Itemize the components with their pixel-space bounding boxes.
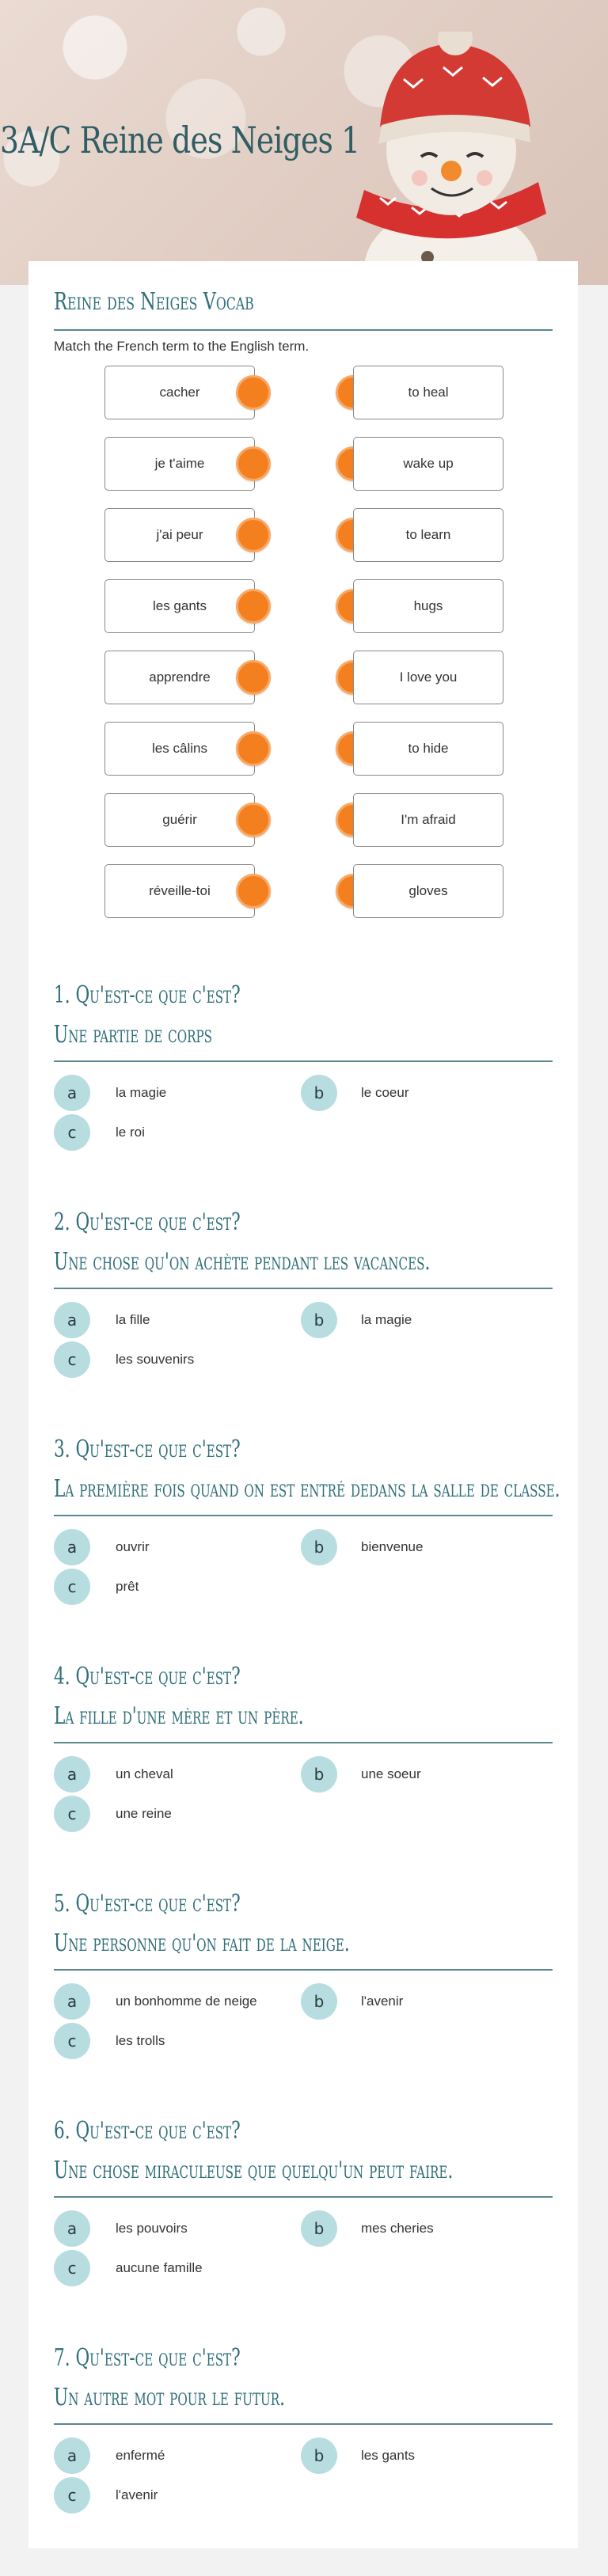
option-a-button[interactable]: a xyxy=(54,2438,90,2474)
match-left-item[interactable]: guérir xyxy=(104,793,255,847)
question-divider xyxy=(54,2423,553,2425)
question-divider xyxy=(54,2196,553,2198)
page-title: 3A/C Reine des Neiges 1 xyxy=(0,119,360,161)
option-a-button[interactable]: a xyxy=(54,1075,90,1111)
option-b-label[interactable]: les gants xyxy=(361,2448,416,2463)
option-c-label[interactable]: les souvenirs xyxy=(116,1352,195,1367)
match-left-item[interactable]: apprendre xyxy=(104,651,255,704)
question-heading: 1. Qu'est-ce que c'est? xyxy=(54,981,241,1009)
option-b-button[interactable]: b xyxy=(301,1075,337,1111)
option-a-button[interactable]: a xyxy=(54,1529,90,1565)
question-prompt: Une partie de corps xyxy=(54,1021,213,1049)
option-c-label[interactable]: les trolls xyxy=(116,2033,165,2048)
question-prompt: Une personne qu'on fait de la neige. xyxy=(54,1929,350,1957)
question-heading: 5. Qu'est-ce que c'est? xyxy=(54,1890,241,1918)
option-b-label[interactable]: bienvenue xyxy=(361,1539,424,1554)
question-heading: 2. Qu'est-ce que c'est? xyxy=(54,1208,241,1236)
question-divider xyxy=(54,1969,553,1971)
match-connector-dot[interactable] xyxy=(236,589,271,624)
match-left-item[interactable]: j'ai peur xyxy=(104,508,255,562)
vocab-instructions: Match the French term to the English term. xyxy=(54,339,310,354)
vocab-section-title: Reine des Neiges Vocab xyxy=(54,288,254,316)
option-a-button[interactable]: a xyxy=(54,2210,90,2247)
match-right-item[interactable]: to hide xyxy=(353,722,504,776)
option-b-button[interactable]: b xyxy=(301,2210,337,2247)
question-prompt: Un autre mot pour le futur. xyxy=(54,2384,285,2411)
question-heading: 6. Qu'est-ce que c'est? xyxy=(54,2117,241,2145)
option-c-label[interactable]: le roi xyxy=(116,1125,145,1140)
header-banner xyxy=(0,0,608,285)
match-connector-dot[interactable] xyxy=(236,446,271,481)
match-left-item[interactable]: je t'aime xyxy=(104,437,255,491)
match-right-item[interactable]: I'm afraid xyxy=(353,793,504,847)
match-left-item[interactable]: les gants xyxy=(104,579,255,633)
match-connector-dot[interactable] xyxy=(236,802,271,837)
question-heading: 4. Qu'est-ce que c'est? xyxy=(54,1663,241,1690)
match-connector-dot[interactable] xyxy=(236,731,271,766)
option-c-button[interactable]: c xyxy=(54,1796,90,1832)
match-right-item[interactable]: to learn xyxy=(353,508,504,562)
option-b-label[interactable]: une soeur xyxy=(361,1766,421,1781)
option-c-label[interactable]: aucune famille xyxy=(116,2260,203,2275)
option-c-button[interactable]: c xyxy=(54,1569,90,1605)
question-divider xyxy=(54,1742,553,1743)
match-left-item[interactable]: réveille-toi xyxy=(104,864,255,918)
question-prompt: La première fois quand on est entré dedans la salle de classe. xyxy=(54,1475,560,1503)
option-a-label[interactable]: enfermé xyxy=(116,2448,165,2463)
question-prompt: Une chose qu'on achète pendant les vacances. xyxy=(54,1248,431,1276)
option-c-button[interactable]: c xyxy=(54,1114,90,1151)
option-a-label[interactable]: un cheval xyxy=(116,1766,173,1781)
match-connector-dot[interactable] xyxy=(236,375,271,410)
question-prompt: Une chose miraculeuse que quelqu'un peut faire. xyxy=(54,2157,454,2184)
match-left-item[interactable]: cacher xyxy=(104,366,255,419)
option-c-button[interactable]: c xyxy=(54,2023,90,2059)
option-c-label[interactable]: l'avenir xyxy=(116,2487,158,2502)
match-right-item[interactable]: gloves xyxy=(353,864,504,918)
question-heading: 7. Qu'est-ce que c'est? xyxy=(54,2344,241,2372)
match-right-item[interactable]: to heal xyxy=(353,366,504,419)
match-right-item[interactable]: wake up xyxy=(353,437,504,491)
option-b-button[interactable]: b xyxy=(301,2438,337,2474)
option-a-label[interactable]: ouvrir xyxy=(116,1539,150,1554)
option-c-label[interactable]: prêt xyxy=(116,1579,139,1594)
option-a-label[interactable]: les pouvoirs xyxy=(116,2221,188,2236)
option-c-button[interactable]: c xyxy=(54,2250,90,2286)
match-right-item[interactable]: I love you xyxy=(353,651,504,704)
option-b-label[interactable]: le coeur xyxy=(361,1085,409,1100)
snowman-illustration xyxy=(332,32,602,285)
option-a-button[interactable]: a xyxy=(54,1983,90,2020)
match-right-item[interactable]: hugs xyxy=(353,579,504,633)
option-c-label[interactable]: une reine xyxy=(116,1806,172,1821)
option-c-button[interactable]: c xyxy=(54,1341,90,1378)
option-b-button[interactable]: b xyxy=(301,1983,337,2020)
option-a-button[interactable]: a xyxy=(54,1302,90,1338)
question-prompt: La fille d'une mère et un père. xyxy=(54,1702,304,1730)
match-connector-dot[interactable] xyxy=(236,518,271,552)
match-left-item[interactable]: les câlins xyxy=(104,722,255,776)
section-divider xyxy=(54,329,553,331)
option-a-button[interactable]: a xyxy=(54,1756,90,1793)
match-connector-dot[interactable] xyxy=(236,660,271,695)
option-b-button[interactable]: b xyxy=(301,1302,337,1338)
option-a-label[interactable]: un bonhomme de neige xyxy=(116,1994,257,2009)
question-divider xyxy=(54,1288,553,1289)
option-a-label[interactable]: la magie xyxy=(116,1085,167,1100)
option-b-label[interactable]: mes cheries xyxy=(361,2221,434,2236)
option-b-button[interactable]: b xyxy=(301,1756,337,1793)
option-c-button[interactable]: c xyxy=(54,2477,90,2513)
option-b-label[interactable]: l'avenir xyxy=(361,1994,404,2009)
question-divider xyxy=(54,1060,553,1062)
question-divider xyxy=(54,1515,553,1516)
worksheet-card xyxy=(28,261,578,2548)
option-b-label[interactable]: la magie xyxy=(361,1312,412,1327)
match-connector-dot[interactable] xyxy=(236,874,271,909)
option-a-label[interactable]: la fille xyxy=(116,1312,150,1327)
question-heading: 3. Qu'est-ce que c'est? xyxy=(54,1436,241,1463)
option-b-button[interactable]: b xyxy=(301,1529,337,1565)
